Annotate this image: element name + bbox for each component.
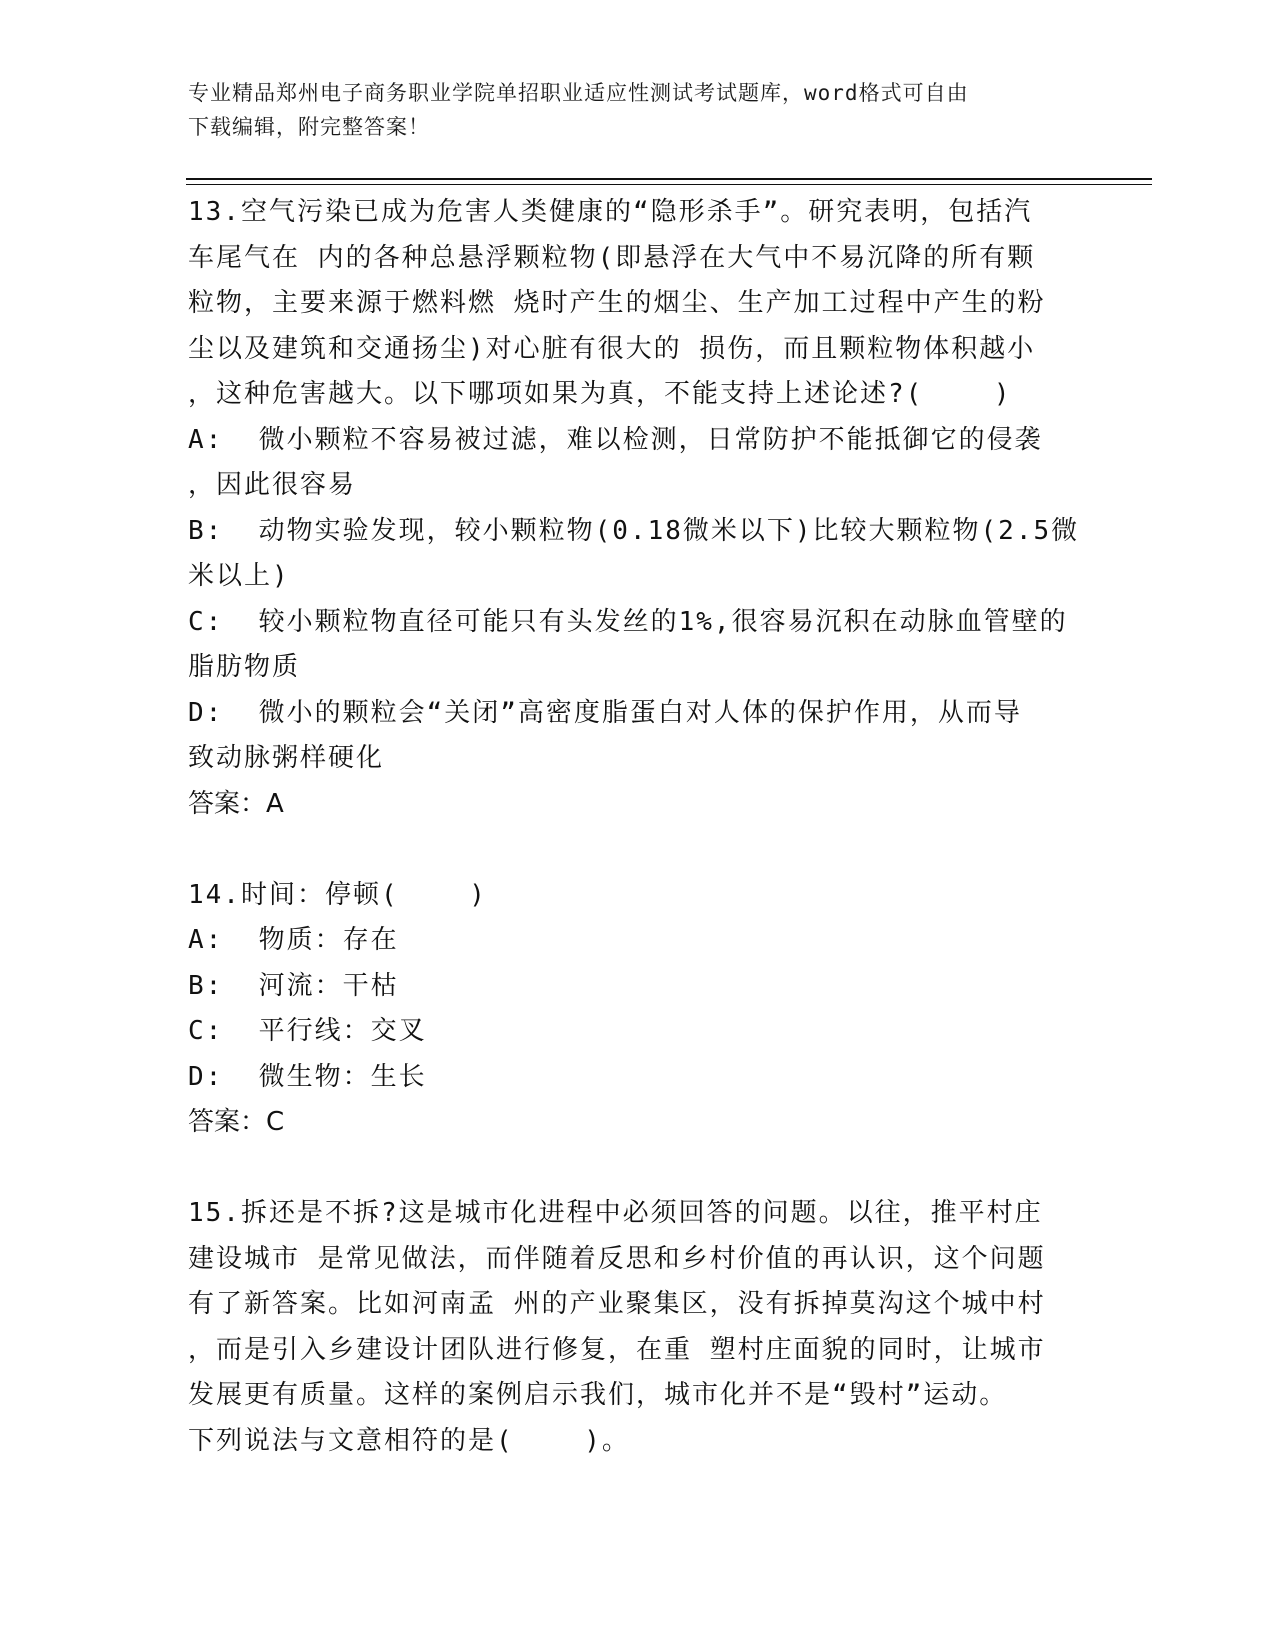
option-line: 脂肪物质: [188, 652, 301, 682]
option-a: A: 物质：存在: [188, 925, 399, 955]
question-stem-line: ，这种危害越大。以下哪项如果为真，不能支持上述论述?( ): [188, 379, 1012, 409]
question-stem-line: 15.拆还是不拆?这是城市化进程中必须回答的问题。以往，推平村庄: [188, 1198, 1043, 1228]
header-line-1: 专业精品郑州电子商务职业学院单招职业适应性测试考试题库，word格式可自由: [188, 81, 969, 105]
question-stem-line: 发展更有质量。这样的案例启示我们，城市化并不是“毁村”运动。: [188, 1380, 1008, 1410]
answer-label: 答案：A: [188, 788, 284, 819]
option-c: [188, 600, 1088, 691]
header-divider-thin: [186, 184, 1152, 185]
option-a: [188, 418, 1088, 509]
option-line: C: 较小颗粒物直径可能只有头发丝的1%,很容易沉积在动脉血管壁的: [188, 606, 1068, 637]
option-line: ，因此很容易: [188, 470, 357, 500]
question-spacer: [188, 827, 1088, 873]
question-stem-line: 尘以及建筑和交通扬尘)对心脏有很大的 损伤，而且颗粒物体积越小: [188, 333, 1036, 364]
question-stem-line: ，而是引入乡建设计团队进行修复，在重 塑村庄面貌的同时，让城市: [188, 1334, 1046, 1365]
question-spacer: [188, 1146, 1088, 1192]
question-list: [188, 190, 1088, 1464]
answer-label: 答案：C: [188, 1107, 285, 1137]
option-line: 致动脉粥样硬化: [188, 743, 385, 773]
question-13: [188, 190, 1088, 827]
option-c: C: 平行线：交叉: [188, 1016, 427, 1046]
question-stem-line: 粒物，主要来源于燃料燃 烧时产生的烟尘、生产加工过程中产生的粉: [188, 288, 1046, 318]
question-15: [188, 1191, 1088, 1464]
question-stem-line: 有了新答案。比如河南孟 州的产业聚集区，没有拆掉莫沟这个城中村: [188, 1289, 1046, 1319]
question-14: [188, 873, 1088, 1146]
question-stem-line: 建设城市 是常见做法，而伴随着反思和乡村价值的再认识，这个问题: [188, 1243, 1046, 1274]
option-d: D: 微生物：生长: [188, 1061, 427, 1092]
option-b: B: 河流：干枯: [188, 970, 399, 1001]
option-line: D: 微小的颗粒会“关闭”高密度脂蛋白对人体的保护作用，从而导: [188, 697, 1022, 728]
question-stem-line: 车尾气在 内的各种总悬浮颗粒物(即悬浮在大气中不易沉降的所有颗: [188, 242, 1036, 273]
option-b: [188, 509, 1088, 600]
question-stem-line: 13.空气污染已成为危害人类健康的“隐形杀手”。研究表明，包括汽: [188, 197, 1033, 227]
header-divider-thick: [186, 178, 1152, 180]
header-line-2: 下载编辑，附完整答案！: [188, 115, 430, 139]
document-header: [188, 76, 1068, 144]
option-line: 米以上): [188, 561, 290, 591]
option-line: B: 动物实验发现，较小颗粒物(0.18微米以下)比较大颗粒物(2.5微: [188, 515, 1080, 546]
option-line: A: 微小颗粒不容易被过滤，难以检测，日常防护不能抵御它的侵袭: [188, 424, 1043, 455]
question-stem-line: 14.时间：停顿( ): [188, 879, 487, 910]
option-d: [188, 691, 1088, 782]
question-stem-line: 下列说法与文意相符的是( )。: [188, 1425, 630, 1456]
